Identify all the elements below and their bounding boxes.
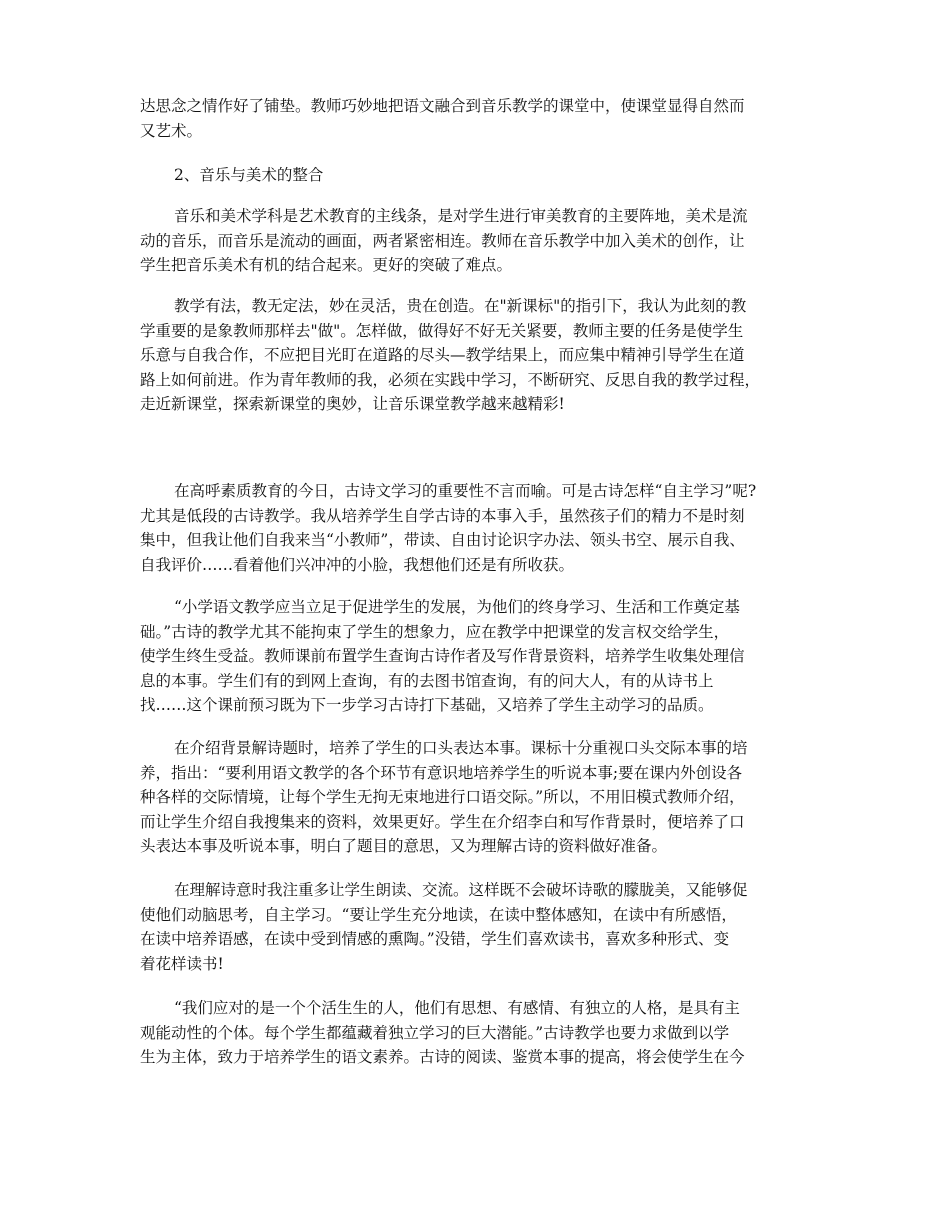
section-heading xyxy=(140,163,812,188)
text-line: 又艺术。 xyxy=(140,121,203,140)
text-line: 动的音乐，而音乐是流动的画面，两者紧密相连。教师在音乐教学中加入美术的创作，让 xyxy=(140,231,745,250)
text-line: 观能动性的个体。每个学生都蕴藏着独立学习的巨大潜能。”古诗教学也要力求做到以学 xyxy=(140,1023,730,1042)
text-line: 尤其是低段的古诗教学。我从培养学生自学古诗的本事入手，虽然孩子们的精力不是时刻 xyxy=(140,506,745,525)
text-line: 路上如何前进。作为青年教师的我，必须在实践中学习，不断研究、反思自我的教学过程， xyxy=(140,370,761,389)
paragraph xyxy=(140,94,812,143)
text-line: 教学有法，教无定法，妙在灵活，贵在创造。在"新课标"的指引下，我认为此刻的教 xyxy=(174,297,747,315)
text-line: 集中，但我让他们自我来当“小教师”，带读、自由讨论识字办法、领头书空、展示自我、 xyxy=(140,531,745,549)
text-line: 在读中培养语感，在读中受到情感的熏陶。”没错，学生们喜欢读书，喜欢多种形式、变 xyxy=(140,930,730,948)
text-line: 在理解诗意时我注重多让学生朗读、交流。这样既不会破坏诗歌的朦胧美，又能够促 xyxy=(174,881,748,899)
paragraph xyxy=(140,878,812,976)
text-line: 走近新课堂，探索新课堂的奥妙，让音乐课堂教学越来越精彩! xyxy=(140,395,565,413)
text-line: 在介绍背景解诗题时，培养了学生的口头表达本事。课标十分重视口头交际本事的培 xyxy=(174,739,748,757)
text-line: 生为主体，致力于培养学生的语文素养。古诗的阅读、鉴赏本事的提高，将会使学生在今 xyxy=(140,1048,745,1066)
paragraph xyxy=(140,996,812,1070)
text-line: 础。”古诗的教学尤其不能拘束了学生的想象力，应在教学中把课堂的发言权交给学生， xyxy=(140,622,730,641)
text-line: 息的本事。学生们有的到网上查询，有的去图书馆查询，有的问大人，有的从诗书上 xyxy=(140,671,714,690)
text-line: 使他们动脑思考，自主学习。“要让学生充分地读，在读中整体感知，在读中有所感悟， xyxy=(140,905,737,924)
text-line: 头表达本事及听说本事，明白了题目的意思，又为理解古诗的资料做好准备。 xyxy=(140,837,668,855)
text-line: 自我评价……看着他们兴冲冲的小脸，我想他们还是有所收获。 xyxy=(140,555,575,574)
text-line: 乐意与自我合作，不应把目光盯在道路的尽头—教学结果上，而应集中精神引导学生在道 xyxy=(140,346,745,364)
text-line: 学生把音乐美术有机的结合起来。更好的突破了难点。 xyxy=(140,256,513,274)
text-line: 在高呼素质教育的今日，古诗文学习的重要性不言而喻。可是古诗怎样“自主学习”呢? xyxy=(174,482,757,500)
text-line: 2、音乐与美术的整合 xyxy=(174,166,324,184)
paragraph xyxy=(140,479,812,577)
text-line: 使学生终生受益。教师课前布置学生查询古诗作者及写作背景资料，培养学生收集处理信 xyxy=(140,647,745,665)
paragraph xyxy=(140,294,812,417)
text-line: 找……这个课前预习既为下一步学习古诗打下基础，又培养了学生主动学习的品质。 xyxy=(140,696,714,714)
paragraph xyxy=(140,595,812,718)
text-line: “我们应对的是一个个活生生的人，他们有思想、有感情、有独立的人格，是具有主 xyxy=(174,999,740,1017)
paragraph xyxy=(140,204,812,278)
text-line: 着花样读书! xyxy=(140,954,224,973)
text-line: 种各样的交际情境，让每个学生无拘无束地进行口语交际。”所以，不用旧模式教师介绍， xyxy=(140,788,745,806)
text-line: 养，指出：“要利用语文教学的各个环节有意识地培养学生的听说本事;要在课内外创设各 xyxy=(140,763,743,782)
text-line: 音乐和美术学科是艺术教育的主线条，是对学生进行审美教育的主要阵地，美术是流 xyxy=(174,207,748,225)
text-line: 而让学生介绍自我搜集来的资料，效果更好。学生在介绍李白和写作背景时，便培养了口 xyxy=(140,812,745,831)
text-line: 学重要的是象教师那样去"做"。怎样做，做得好不好无关紧要，教师主要的任务是使学生 xyxy=(140,321,744,340)
text-line: 达思念之情作好了铺垫。教师巧妙地把语文融合到音乐教学的课堂中，使课堂显得自然而 xyxy=(140,97,745,115)
text-line: “小学语文教学应当立足于促进学生的发展，为他们的终身学习、生活和工作奠定基 xyxy=(174,598,740,616)
paragraph xyxy=(140,736,812,859)
